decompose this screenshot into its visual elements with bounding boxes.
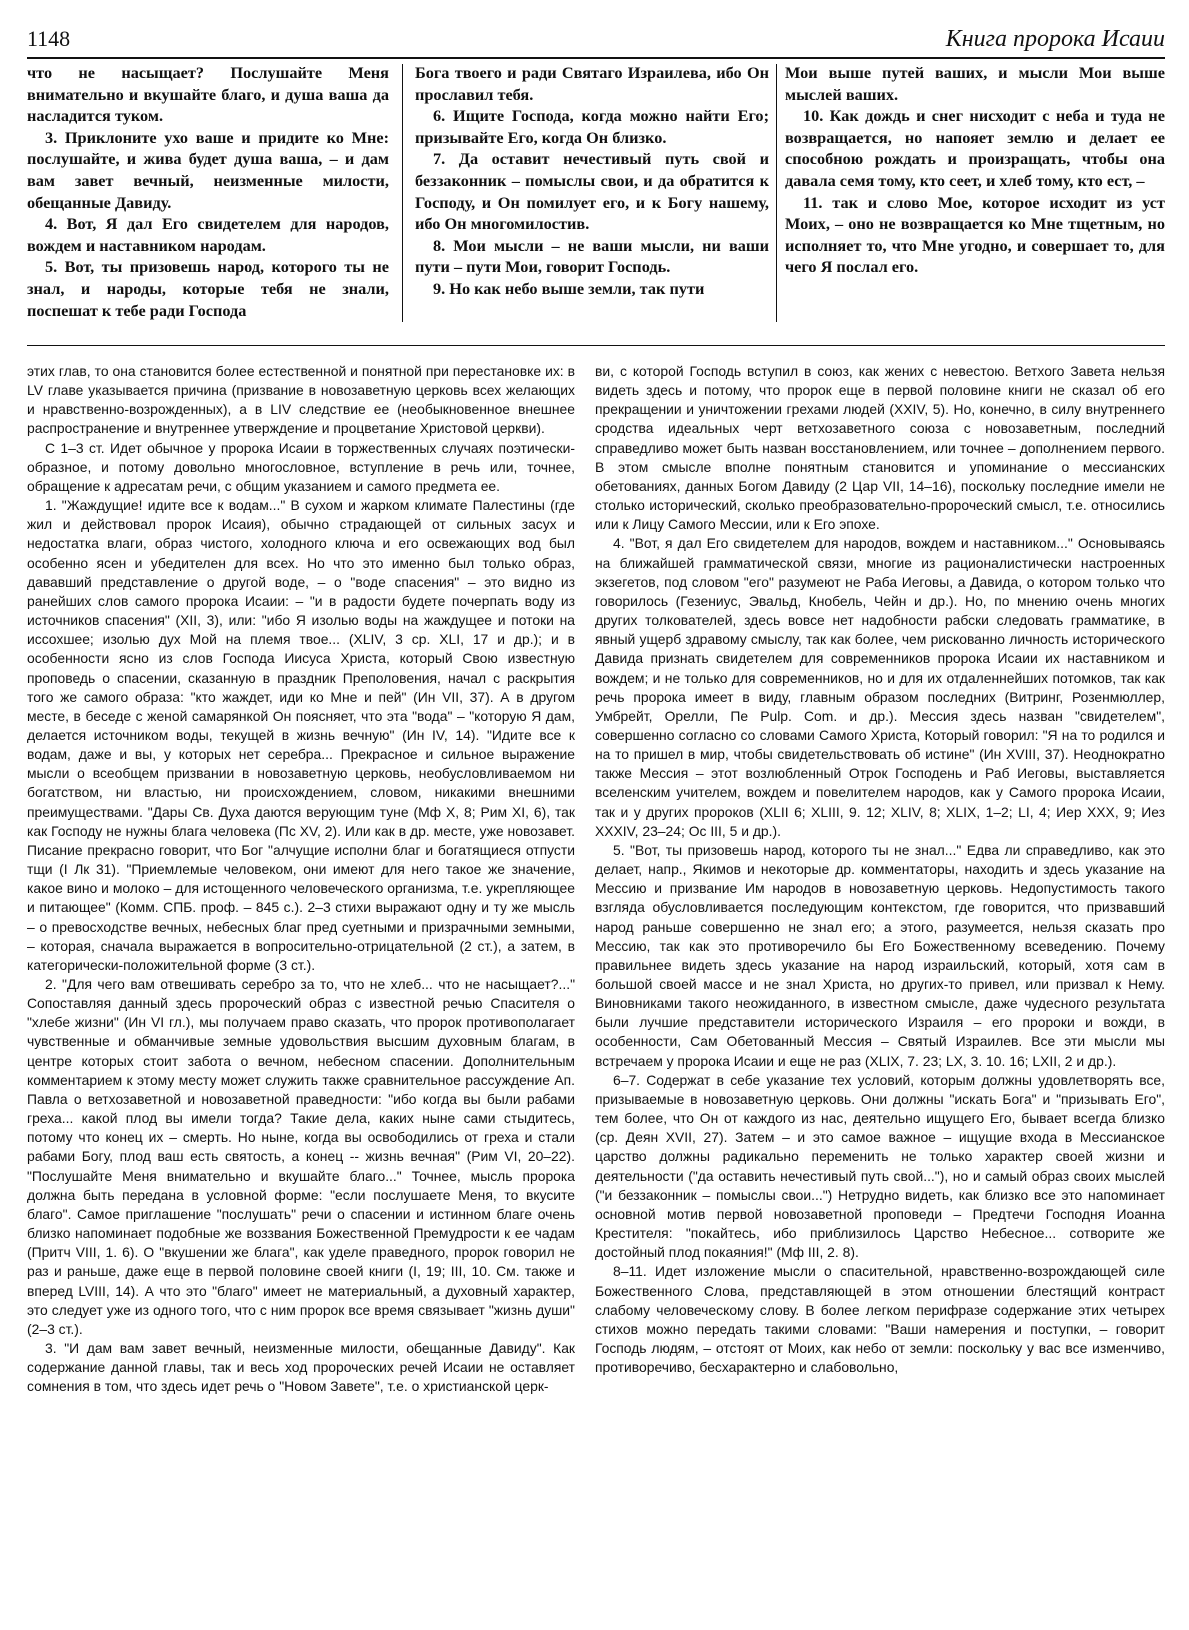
verse-9: 9. Но как небо выше земли, так пути — [433, 278, 705, 298]
verse-3: 3. Приклоните ухо ваше и придите ко Мне: послушайте, и жива будет душа ваша, – и дам вам завет вечный, неизменные милости, обещанные Давиду. — [27, 127, 389, 212]
scripture-paragraph: Бога твоего и ради Святаго Израилева, ибо Он прославил тебя. — [415, 63, 769, 104]
page-header — [27, 26, 1165, 56]
scripture-paragraph: что не насыщает? Послушайте Меня внимательно и вкушайте благо, и душа ваша да насладится туком. — [27, 63, 389, 126]
commentary-text — [27, 362, 1165, 1624]
verse-11: 11. так и слово Мое, которое исходит из уст Моих, – оно не возвращается ко Мне тщетным, но исполняет то, что Мне угодно, и совершает то, для чего Я послал его. — [785, 192, 1165, 277]
scripture-rule — [27, 345, 1165, 346]
scripture-column-3 — [785, 62, 1165, 344]
commentary-paragraph: 3. "И дам вам завет вечный, неизменные милости, обещанные Давиду". Как содержание данной главы, так и весь ход пророческих речей Исаии не оставляет сомнения в том, что здесь идет речь о "Новом Завете", т.е. о христианской церк- — [27, 1339, 575, 1395]
verse-4: 4. Вот, Я дал Его свидетелем для народов, вождем и наставником народам. — [27, 214, 389, 255]
scripture-column-1 — [27, 62, 389, 344]
verse-8: 8. Мои мысли – не ваши мысли, ни ваши пути – пути Мои, говорит Господь. — [415, 235, 769, 277]
verse-6: 6. Ищите Господа, когда можно найти Его; призывайте Его, когда Он близко. — [415, 106, 769, 147]
commentary-paragraph: ви, с которой Господь вступил в союз, как жених с невестою. Ветхого Завета нельзя видеть здесь и потому, что пророк еще в первой половине книги не сказал об его прекращении и уничтожении грехами людей (XXIV, 5). Но, конечно, в силу внутреннего сродства идеальных черт ветхозаветного союза с новозаветным, последний справедливо может быть назван восстановлением, или точнее – дополнением первого. В этом смысле вполне понятным становится и упоминание о мессианских обетованиях, данных Богом Давиду (2 Цар VII, 14–16), поскольку последние имели не столько исторический, сколько преобразовательно-пророческий смысл, т.е. относились или к Лицу Самого Мессии, или к Его эпохе. — [595, 363, 1165, 533]
column-divider — [402, 64, 403, 322]
verse-7: 7. Да оставит нечестивый путь свой и беззаконник – помыслы свои, и да обратится к Господу, и Он помилует его, и к Богу нашему, ибо Он многомилостив. — [415, 149, 769, 234]
commentary-paragraph: 4. "Вот, я дал Его свидетелем для народов, вождем и наставником..." Основываясь на ближайшей грамматической связи, многие из рационалистически настроенных экзегетов, под словом "его" разумеют не Раба Иеговы, а Давида, о котором только что говорилось (Гезениус, Эвальд, Кнобель, Чейн и др.). Но, по мнению очень многих других толкователей, здесь вовсе нет надобности рабски следовать грамматике, в явный ущерб здравому смыслу, так как более, чем рискованно личность исторического Давида признать свидетелем для современников пророка Исаии их наставником и вождем; и не только для современников, но и для их отдаленнейших потомков, так как речь пророка имеет в виду, главным образом последних (Витринг, Розенмюллер, Умбрейт, Орелли, Пе Pulp. Com. и др.). Мессия здесь назван "свидетелем", совершенно согласно со словами Самого Христа, Который говорил: "Я на то родился и на то пришел в мир, чтобы свидетельствовать об истине" (Ин XVIII, 37). Неоднократно также Мессия – этот возлюбленный Отрок Господень и Раб Иеговы, выставляется вселенским учителем, вождем и повелителем народов, как у Самого пророка Исаии, так и у других пророков (XLII 6; XLIII, 9. 12; XLIV, 8; XLIX, 1–2; LI, 4; Иер XXX, 9; Иез XXXIV, 23–24; Ос III, 5 и др.). — [595, 535, 1165, 839]
scripture-text — [27, 62, 1165, 344]
commentary-column-2 — [595, 362, 1165, 1624]
scripture-paragraph: Мои выше путей ваших, и мысли Мои выше мыслей ваших. — [785, 63, 1165, 104]
commentary-paragraph: 5. "Вот, ты призовешь народ, которого ты не знал..." Едва ли справедливо, как это делает, напр., Якимов и некоторые др. комментаторы, находить и здесь указание на Мессию и призвание Им народов в новозаветную церковь. Недопустимость такого взгляда обусловливается последующим контекстом, где говорится, что призвавший народ раньше совершенно не знал его; а этого, разумеется, нельзя сказать про Мессию, так как это противоречило бы Его Божественному всеведению. Почему правильнее видеть здесь указание на народ израильский, который, хотя сам в большой своей массе и не знал Христа, но других-то привел, или призвал к Нему. Виновниками такого неожиданного, в известном смысле, даже чудесного результата были лучшие представители исторического Израиля – его пророки и вожди, в особенности, Сам Обетованный Мессия – Святый Израилев. Все эти мысли мы встречаем у пророка Исаии и еще не раз (XLIX, 7. 23; LX, 3. 10. 16; LXII, 2 и др.). — [595, 841, 1165, 1069]
commentary-paragraph: 6–7. Содержат в себе указание тех условий, которым должны удовлетворять все, призываемые в новозаветную церковь. Они должны "искать Бога" и "призывать Его", тем более, что Он от каждого из нас, деятельно ищущего Его, бывает всегда близко (ср. Деян XVII, 27). Затем – и это самое важное – ищущие входа в Мессианское царство должны радикально переменить не только характер своей жизни и деятельности ("да оставить нечестивый путь свой..."), но и самый образ своих мыслей ("и беззаконник – помыслы свои...") Нетрудно видеть, как близко все это напоминает основной мотив первой новозаветной проповеди – Предтечи Господня Иоанна Крестителя: "покайтесь, ибо приблизилось Царство Небесное... сотворите же достойный плод покаяния!" (Мф III, 2. 8). — [595, 1071, 1165, 1261]
commentary-paragraph: этих глав, то она становится более естественной и понятной при перестановке их: в LV главе указывается причина (призвание в новозаветную церковь всех желающих и нравственно-возрожденных), а в LIV следствие ее (необыкновенное внешнее распространение и внутреннее утверждение и процветание Христовой церкви). — [27, 363, 575, 437]
column-divider — [776, 64, 777, 322]
header-rule — [27, 57, 1165, 59]
commentary-paragraph: 8–11. Идет изложение мысли о спасительной, нравственно-возрождающей силе Божественного Слова, представляющей в этом отношении блестящий контраст слабому человеческому слову. В более легком перифразе содержание этих четырех стихов можно передать такими словами: "Ваши намерения и поступки, – говорит Господь людям, – отстоят от Моих, как небо от земли: поскольку у вас все изменчиво, противоречиво, бесхарактерно и слабовольно, — [595, 1263, 1165, 1376]
commentary-paragraph: С 1–3 ст. Идет обычное у пророка Исаии в торжественных случаях поэтически-образное, и потому довольно многословное, вступление в речь или, точнее, обращение к адресатам речи, с общим указанием и самого предмета ее. — [27, 439, 575, 494]
running-title: Книга пророка Исаии — [945, 26, 1165, 52]
scripture-column-2 — [415, 62, 769, 344]
commentary-column-1 — [27, 362, 575, 1624]
page-number: 1148 — [27, 26, 71, 51]
verse-10: 10. Как дождь и снег нисходит с неба и туда не возвращается, но напояет землю и делает ее способною рождать и произращать, чтобы она давала семя тому, кто сеет, и хлеб тому, кто ест, – — [785, 106, 1165, 190]
verse-5: 5. Вот, ты призовешь народ, которого ты не знал, и народы, которые тебя не знали, поспешат к тебе ради Господа — [27, 257, 389, 320]
commentary-paragraph: 2. "Для чего вам отвешивать серебро за то, что не хлеб... что не насыщает?..." Сопоставляя данный здесь пророческий образ с известной речью Спасителя о "хлебе жизни" (Ин VI гл.), мы получаем право сказать, что пророк противополагает чувственные и обманчивые земные удовольствия высшим духовным благам, в центре которых стоит забота о вечном, небесном спасении. Дополнительным комментарием к этому месту может служить также сравнительное рассуждение Ап. Павла о ветхозаветной и новозаветной праведности: "ибо когда вы были рабами греха... какой плод вы имели тогда? Такие дела, каких ныне сами стыдитесь, потому что конец их – смерть. Но ныне, когда вы освободились от греха и стали рабами Богу, плод ваш есть святость, а конец -- жизнь вечная" (Рим VI, 20–22). "Послушайте Меня внимательно и вкушайте благо..." Точнее, мысль пророка должна быть передана в условной форме: "если послушаете Меня, то вкусите благо". Самое приглашение "послушать" речи о спасении и истинном благе очень близко напоминает подобные же воззвания Божественной Премудрости к ее чадам (Притч VIII, 1. 6). О "вкушении же блага", как уделе праведного, пророк говорил не раз и раньше, даже еще в первой половине своей книги (I, 19; III, 10. См. также и вперед LVIII, 14). А что это "благо" имеет не материальный, а духовный характер, это следует уже из одного того, что с ним пророк все время связывает "жизнь души" (2–3 ст.). — [27, 976, 575, 1337]
commentary-paragraph: 1. "Жаждущие! идите все к водам..." В сухом и жарком климате Палестины (где жил и действовал пророк Исаия), обычно страдающей от сильных засух и недостатка влаги, образ чистого, холодного ключа и его освежающих вод был особенно ясен и убедителен для всех. Но что это именно был только образ, дававший представление о другой воде, – о "воде спасения" – это видно из ранейших слов самого пророка Исаии: – "и в радости будете почерпать воду из источников спасения" (XII, 3), или: "ибо Я изолью воды на жаждущее и потоки на иссохшее; изолью дух Мой на племя твое... (XLIV, 3 ср. XLI, 17 и др.); и в особенности ясно из слов Господа Иисуса Христа, который Свою известную проповедь о спасении, сказанную в праздник Преполовения, начал с раскрытия того же самого образа: "кто жаждет, иди ко Мне и пей" (Ин VII, 37). А в другом месте, в беседе с женой самарянкой Он поясняет, что эта "вода" – "которую Я дам, делается источником воды, текущей в жизнь вечную" (Ин IV, 14). "Идите все к водам, даже и вы, у которых нет серебра... Прекрасное и сильное выражение мысли о всеобщем призвании в новозаветную церковь, необусловливаемом ни богатством, ни властью, ни происхождением, словом, никакими внешними преимуществами. "Дары Св. Духа даются верующим туне (Мф X, 8; Рим XI, 6), так как Господу не нужны блага человека (Пс XV, 2). Или как в др. месте, уже новозавет. Писание прекрасно говорит, что Бог "алчущие исполни благ и богатящиеся отпусти тщи (I Лк 31). "Приемлемые человеком, они имеют для него такое же значение, какое вино и молоко – для истощенного человеческого организма, т.е. укрепляющее и питающее" (Комм. СПБ. проф. – 845 с.). 2–3 стихи выражают одну и ту же мысль – о превосходстве вечных, небесных благ пред суетными и призрачными земными, – которая, сначала выражается в вопросительно-отрицательной (2 ст.), а затем, в категорически-положительной форме (3 ст.). — [27, 497, 575, 973]
